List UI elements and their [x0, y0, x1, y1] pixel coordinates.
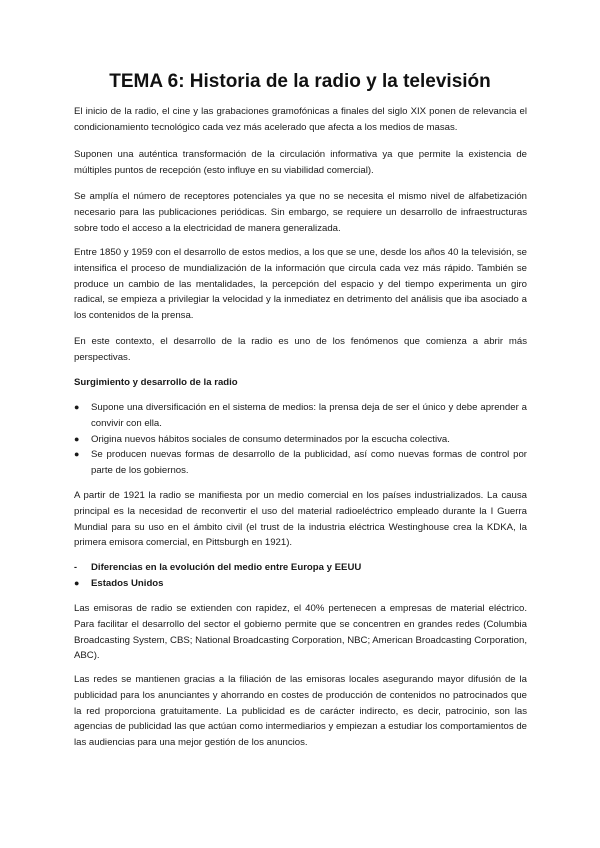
bullet-icon: ●: [74, 402, 80, 412]
paragraph-receptores: Se amplía el número de receptores potenciales ya que no se necesita el mismo nivel de alfabetización necesario para las publicaciones periódicas. Sin embargo, se requiere un desarrollo de infraestructuras sobre todo el acceso a la electricidad de manera generalizada.: [74, 191, 527, 234]
paragraph-intro: El inicio de la radio, el cine y las grabaciones gramofónicas a finales del siglo XIX ponen de relevancia el condicionamiento tecnológico cada vez más acelerado que afecta a los medios de masas.: [74, 106, 527, 133]
list-item: [74, 576, 527, 592]
list-item: [74, 560, 527, 576]
bullet-icon: ●: [74, 433, 80, 444]
paragraph-redes: Las redes se mantienen gracias a la filiación de las emisoras locales asegurando mayor difusión de la publicidad para los anunciantes y ahorrando en costes de producción de contenidos no patrocinados que la red proporciona gratuitamente. La publicidad es de carácter indirecto, es decir, patrocinio, son las agencias de publicidad las que actúan como intermediarios y empiezan a estudiar los comportamientos de las audiencias para una mejor gestión de los anuncios.: [74, 674, 527, 749]
bullet-text: Supone una diversificación en el sistema de medios: la prensa deja de ser el único y debe aprender a convivir con ella.: [91, 402, 527, 429]
paragraph-contexto: En este contexto, el desarrollo de la radio es uno de los fenómenos que comienza a abrir más perspectivas.: [74, 336, 527, 363]
page-title: TEMA 6: Historia de la radio y la televisión: [109, 71, 491, 92]
list-item: [74, 432, 527, 448]
bullet-icon: ●: [74, 449, 80, 460]
section-heading: Surgimiento y desarrollo de la radio: [74, 377, 238, 388]
bullet-list: [74, 400, 527, 479]
paragraph-emisoras: Las emisoras de radio se extienden con rapidez, el 40% pertenecen a empresas de material eléctrico. Para facilitar el desarrollo del sector el gobierno permite que se concentren en grandes redes (Columbia Broadcasting System, CBS; National Broadcasting Corporation, NBC; American Broadcasting Corporation, ABC).: [74, 603, 527, 662]
paragraph-transformacion: Suponen una auténtica transformación de la circulación informativa ya que permite la existencia de múltiples puntos de recepción (esto influye en su viabilidad comercial).: [74, 149, 527, 176]
bullet-text: Origina nuevos hábitos sociales de consumo determinados por la escucha colectiva.: [91, 433, 450, 445]
bullet-icon: ●: [74, 577, 80, 588]
paragraph-1850-1959: Entre 1850 y 1959 con el desarrollo de estos medios, a los que se une, desde los años 40 la televisión, se intensifica el proceso de mundialización de la información que circula cada vez más rápido. También se produce un cambio de las mentalidades, la percepción del espacio y del tiempo experimenta un giro radical, se empieza a privilegiar la velocidad y la inmediatez en detrimento del análisis que iba asociado a los contenidos de la prensa.: [74, 247, 527, 322]
subsection-label: Diferencias en la evolución del medio entre Europa y EEUU: [91, 562, 362, 573]
paragraph-1921: A partir de 1921 la radio se manifiesta por un medio comercial en los países industrializados. La causa principal es la necesidad de reconvertir el uso del material radioeléctrico empleado durante la I Guerra Mundial para su uso en el ámbito civil (el trust de la industria eléctrica Westinghouse crea la KDKA, la primera emisora comercial, en Pittsburgh en 1921).: [74, 490, 527, 549]
subsection-label: Estados Unidos: [91, 577, 164, 589]
list-item: [74, 447, 527, 479]
subsection-list: [74, 560, 527, 592]
bullet-text: Se producen nuevas formas de desarrollo de la publicidad, así como nuevas formas de control por parte de los gobiernos.: [91, 449, 527, 477]
dash-icon: -: [74, 562, 77, 572]
list-item: [74, 400, 527, 432]
